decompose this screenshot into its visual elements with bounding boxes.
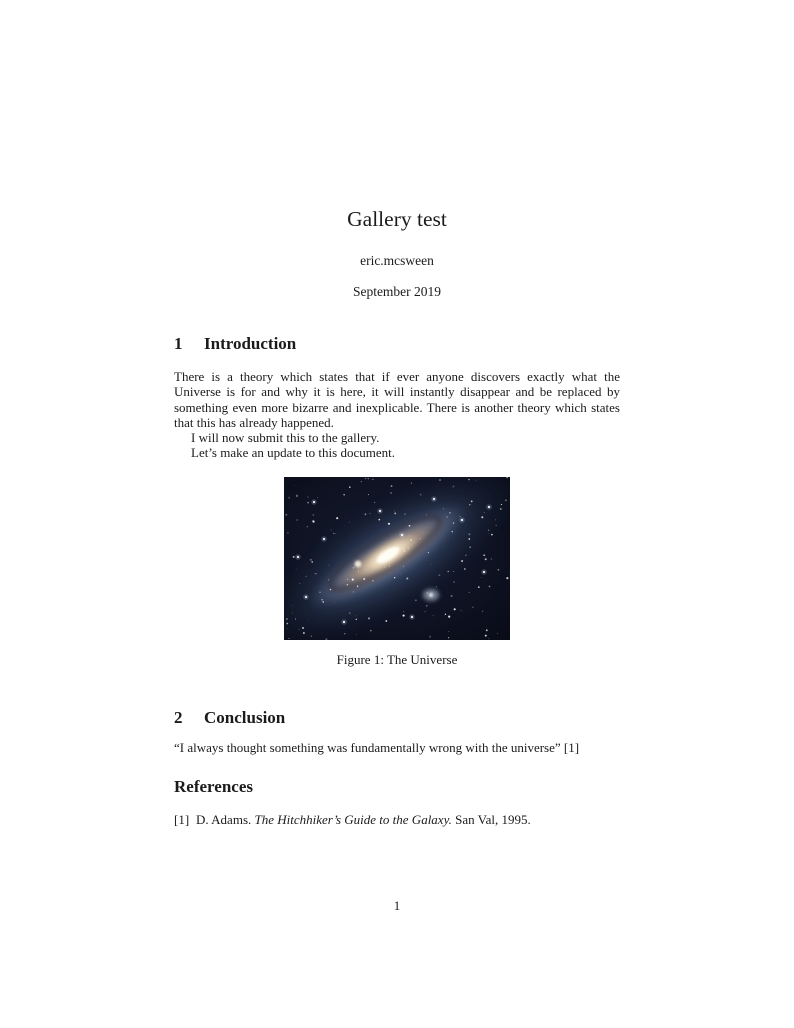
document-date: September 2019 bbox=[352, 284, 442, 299]
reference-text bbox=[196, 812, 620, 827]
section-title: Introduction bbox=[204, 334, 297, 353]
section-number: 1 bbox=[174, 334, 183, 353]
figure-image-frame bbox=[284, 477, 510, 640]
introduction-line-gallery: I will now submit this to the gallery. bbox=[191, 430, 380, 446]
introduction-body bbox=[174, 369, 620, 461]
section-title: Conclusion bbox=[204, 708, 286, 727]
text-column bbox=[174, 0, 620, 1028]
section-heading-introduction bbox=[174, 333, 620, 355]
introduction-line-update: Let’s make an update to this document. bbox=[191, 445, 395, 461]
figure-caption: Figure 1: The Universe bbox=[336, 652, 458, 667]
reference-book-title: The Hitchhiker’s Guide to the Galaxy. bbox=[254, 812, 452, 827]
conclusion-quote: “I always thought something was fundamentally wrong with the universe” [1] bbox=[174, 740, 580, 755]
introduction-paragraph: There is a theory which states that if ever anyone discovers exactly what the Universe is for and why it is here, it will instantly disappear and be replaced by something even more bizarre and inexplicable. There is another theory which states that this has already happened. bbox=[174, 369, 620, 430]
reference-entry-1 bbox=[174, 812, 620, 827]
reference-label: [1] bbox=[174, 812, 190, 827]
section-heading-conclusion bbox=[174, 707, 620, 729]
page-title: Gallery test bbox=[347, 207, 447, 231]
page-number: 1 bbox=[393, 898, 401, 913]
author-name: eric.mcsween bbox=[360, 253, 434, 268]
reference-publisher: San Val, 1995. bbox=[451, 812, 531, 827]
section-number: 2 bbox=[174, 708, 183, 727]
reference-authors: D. Adams. bbox=[196, 812, 255, 827]
figure-1 bbox=[174, 477, 620, 645]
references-heading: References bbox=[174, 777, 253, 796]
andromeda-galaxy-image bbox=[284, 477, 510, 640]
